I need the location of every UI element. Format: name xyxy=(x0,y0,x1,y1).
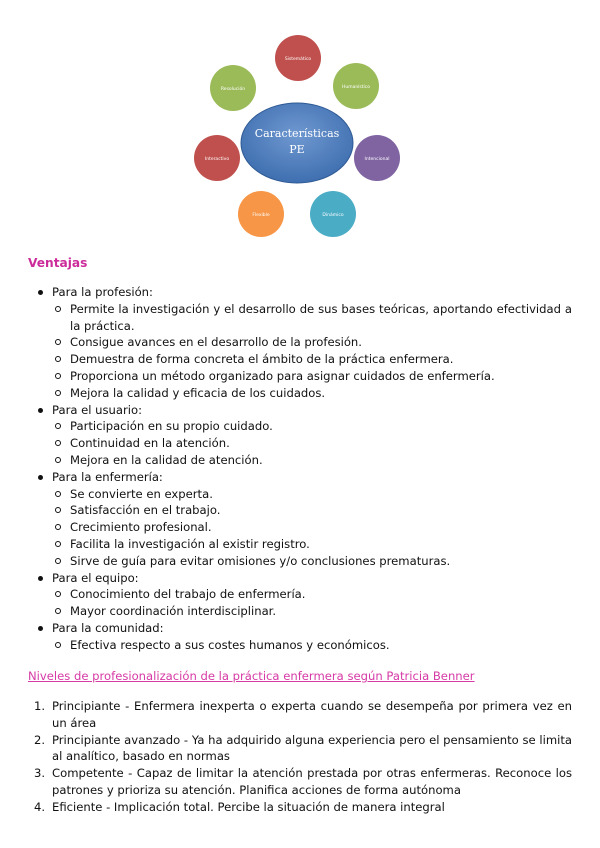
sublist xyxy=(52,301,600,402)
group-profesion xyxy=(0,284,600,402)
level-text: Eficiente - Implicación total. Percibe la situación de manera integral xyxy=(52,799,445,814)
list-item: Se convierte en experta. xyxy=(52,486,600,503)
diagram-center-subtitle: PE xyxy=(289,143,305,156)
list-item: Efectiva respecto a sus costes humanos y económicos. xyxy=(52,637,600,654)
level-number: 2. xyxy=(34,732,46,747)
list-item: Continuidad en la atención. xyxy=(52,435,600,452)
level-number: 3. xyxy=(34,766,46,781)
diagram-node-label-4: Flexible xyxy=(252,213,270,218)
level-text: Principiante avanzado - Ya ha adquirido alguna experiencia pero el pensamiento se limita al analítico, basado en normas xyxy=(52,732,572,764)
list-item: Conocimiento del trabajo de enfermería. xyxy=(52,586,600,603)
level-item xyxy=(0,799,600,816)
list-item: Mejora la calidad y eficacia de los cuidados. xyxy=(52,385,600,402)
diagram-svg xyxy=(190,28,410,244)
group-label: Para la enfermería: xyxy=(52,469,163,484)
group-equipo xyxy=(0,570,600,620)
ventajas-list xyxy=(0,284,600,654)
level-text: Principiante - Enfermera inexperta o experta cuando se desempeña por primera vez en un área xyxy=(52,699,572,730)
sublist xyxy=(52,586,600,620)
list-item: Consigue avances en el desarrollo de la profesión. xyxy=(52,334,600,351)
niveles-heading-link[interactable]: Niveles de profesionalización de la práctica enfermera según Patricia Benner xyxy=(28,669,475,683)
diagram-node-label-2: Intencional xyxy=(364,157,390,162)
characteristics-diagram xyxy=(190,28,410,244)
diagram-node-label-0: Sistemático xyxy=(284,57,312,62)
level-number: 4. xyxy=(34,799,46,814)
group-usuario xyxy=(0,402,600,469)
list-item: Participación en su propio cuidado. xyxy=(52,418,600,435)
list-item: Demuestra de forma concreta el ámbito de la práctica enfermera. xyxy=(52,351,600,368)
list-item: Facilita la investigación al existir registro. xyxy=(52,536,600,553)
list-item: Crecimiento profesional. xyxy=(52,519,600,536)
group-enfermeria xyxy=(0,469,600,570)
ventajas-heading: Ventajas xyxy=(28,256,88,270)
group-label: Para el usuario: xyxy=(52,402,142,417)
list-item: Permite la investigación y el desarrollo de sus bases teóricas, aportando efectividad a la práctica. xyxy=(52,301,600,335)
list-item: Proporciona un método organizado para asignar cuidados de enfermería. xyxy=(52,368,600,385)
niveles-list xyxy=(0,698,600,816)
level-item xyxy=(0,765,600,799)
level-item xyxy=(0,698,600,732)
diagram-center-title: Características xyxy=(254,127,340,140)
list-item: Mayor coordinación interdisciplinar. xyxy=(52,603,600,620)
diagram-node-label-1: Humanístico xyxy=(341,85,371,90)
sublist xyxy=(52,486,600,570)
level-number: 1. xyxy=(34,699,46,713)
diagram-node-label-3: Dinámico xyxy=(322,213,344,218)
sublist xyxy=(52,637,600,654)
group-label: Para el equipo: xyxy=(52,570,139,585)
diagram-node-label-6: Resolución xyxy=(220,87,246,92)
level-text: Competente - Capaz de limitar la atención prestada por otras enfermeras. Reconoce los patrones y prioriza su atención. Planifica acciones de forma autónoma xyxy=(52,766,572,797)
list-item: Satisfacción en el trabajo. xyxy=(52,502,600,519)
list-item: Mejora en la calidad de atención. xyxy=(52,452,600,469)
diagram-node-label-5: Interactivo xyxy=(204,157,230,162)
list-item: Sirve de guía para evitar omisiones y/o conclusiones prematuras. xyxy=(52,553,600,570)
group-comunidad xyxy=(0,620,600,654)
group-label: Para la comunidad: xyxy=(52,620,164,635)
level-item xyxy=(0,732,600,766)
sublist xyxy=(52,418,600,468)
group-label: Para la profesión: xyxy=(52,285,153,299)
